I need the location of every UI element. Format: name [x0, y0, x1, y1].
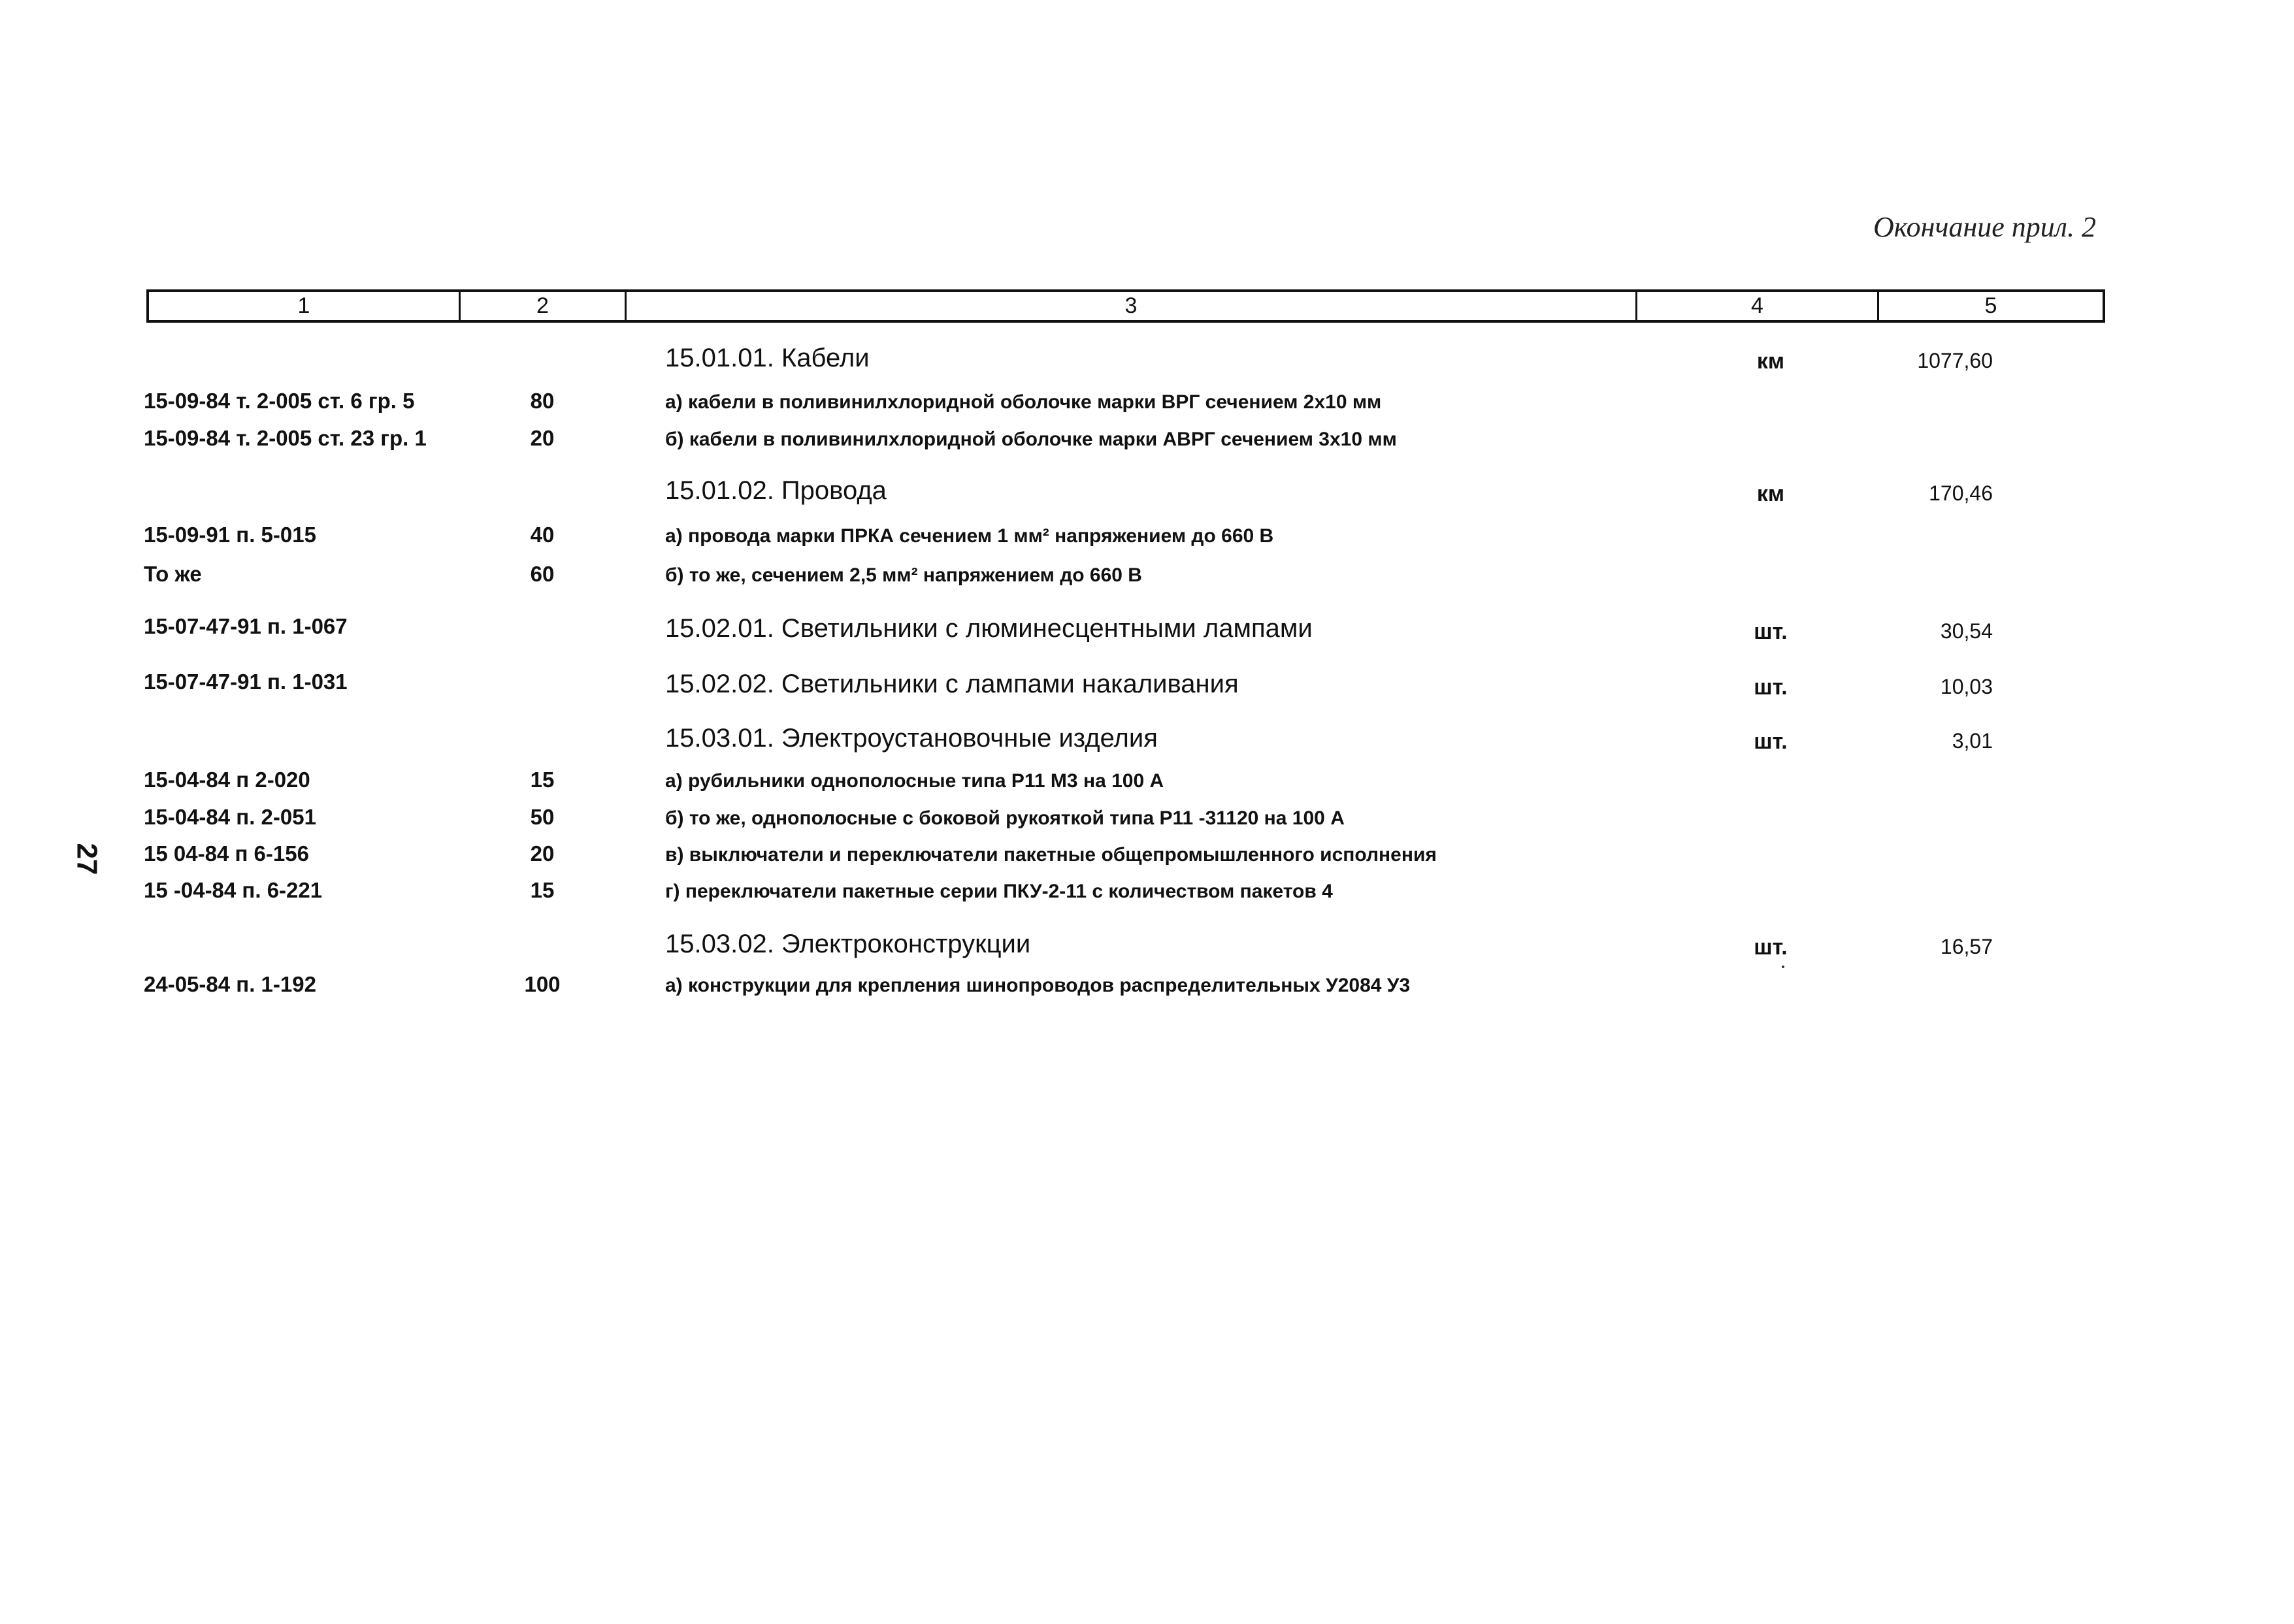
row-description: а) провода марки ПРКА сечением 1 мм² напряжением до 660 В [665, 525, 1274, 547]
row-description: б) то же, сечением 2,5 мм² напряжением до 660 В [665, 564, 1142, 586]
row-reference: 15 -04-84 п. 6-221 [144, 878, 323, 902]
table-row [0, 806, 2294, 845]
row-section-heading: 15.02.01. Светильники с люминесцентными лампами [665, 614, 1313, 643]
page-caption: Окончание прил. 2 [1873, 211, 2096, 243]
table-row [0, 879, 2294, 918]
table-row [0, 671, 2294, 710]
page-number: 27 [71, 843, 103, 875]
row-description: г) переключатели пакетные серии ПКУ-2-11 с количеством пакетов 4 [665, 881, 1333, 902]
header-col-4: 4 [1637, 292, 1879, 320]
row-reference: 15-04-84 п 2-020 [144, 768, 310, 792]
row-reference: То же [144, 562, 202, 586]
row-quantity: 80 [530, 389, 555, 413]
row-unit: км [1756, 349, 1785, 374]
table-row [0, 615, 2294, 655]
row-unit: шт. [1754, 935, 1788, 960]
row-unit: шт. [1754, 729, 1788, 754]
table-row [0, 769, 2294, 808]
row-description: б) кабели в поливинилхлоридной оболочке марки АВРГ сечением 3х10 мм [665, 429, 1397, 450]
table-row [0, 390, 2294, 429]
row-quantity: 20 [530, 426, 555, 450]
row-quantity: 100 [524, 972, 561, 996]
header-col-2: 2 [461, 292, 627, 320]
header-col-5: 5 [1984, 293, 1997, 318]
row-reference: 15-09-84 т. 2-005 ст. 23 гр. 1 [144, 426, 427, 450]
row-description: а) рубильники однополосные типа Р11 М3 на 100 А [665, 770, 1164, 792]
row-description: в) выключатели и переключатели пакетные общепромышленного исполнения [665, 844, 1437, 866]
table-row [0, 931, 2294, 970]
table-row [0, 843, 2294, 882]
row-reference: 24-05-84 п. 1-192 [144, 972, 316, 996]
table-row [0, 345, 2294, 384]
row-section-heading: 15.03.01. Электроустановочные изделия [665, 724, 1158, 753]
row-description: б) то же, однополосные с боковой рукояткой типа Р11 -31120 на 100 А [665, 807, 1345, 829]
row-quantity: 20 [530, 841, 555, 866]
row-quantity: 50 [530, 805, 555, 829]
table-row [0, 524, 2294, 563]
row-section-heading: 15.01.02. Провода [665, 476, 887, 505]
row-quantity: 15 [530, 878, 555, 902]
scan-speck [1782, 966, 1784, 968]
table-header [146, 289, 2105, 323]
row-reference: 15-07-47-91 п. 1-067 [144, 614, 348, 638]
row-description: а) конструкции для крепления шинопроводов распределительных У2084 У3 [665, 975, 1411, 996]
row-value: 3,01 [1952, 729, 1993, 753]
row-section-heading: 15.03.02. Электроконструкции [665, 930, 1031, 958]
row-reference: 15-09-91 п. 5-015 [144, 523, 316, 547]
table-row [0, 563, 2294, 602]
header-col-1: 1 [149, 292, 461, 320]
row-value: 30,54 [1940, 619, 1993, 643]
table-row [0, 478, 2294, 517]
row-unit: шт. [1754, 619, 1788, 644]
row-description: а) кабели в поливинилхлоридной оболочке марки ВРГ сечением 2х10 мм [665, 391, 1382, 413]
row-value: 1077,60 [1917, 349, 1993, 372]
row-unit: шт. [1754, 675, 1788, 700]
table-row [0, 725, 2294, 764]
row-quantity: 15 [530, 768, 555, 792]
row-quantity: 40 [530, 523, 555, 547]
row-section-heading: 15.02.02. Светильники с лампами накаливания [665, 670, 1239, 698]
row-unit: км [1756, 481, 1785, 506]
row-reference: 15-09-84 т. 2-005 ст. 6 гр. 5 [144, 389, 415, 413]
row-quantity: 60 [530, 562, 555, 586]
row-value: 10,03 [1940, 675, 1993, 698]
row-value: 170,46 [1929, 481, 1993, 505]
table-row [0, 973, 2294, 1013]
row-value: 16,57 [1940, 935, 1993, 958]
header-col-3: 3 [627, 292, 1637, 320]
table-row [0, 427, 2294, 466]
row-reference: 15-04-84 п. 2-051 [144, 805, 316, 829]
row-reference: 15-07-47-91 п. 1-031 [144, 670, 348, 694]
row-reference: 15 04-84 п 6-156 [144, 841, 309, 866]
row-section-heading: 15.01.01. Кабели [665, 344, 870, 372]
